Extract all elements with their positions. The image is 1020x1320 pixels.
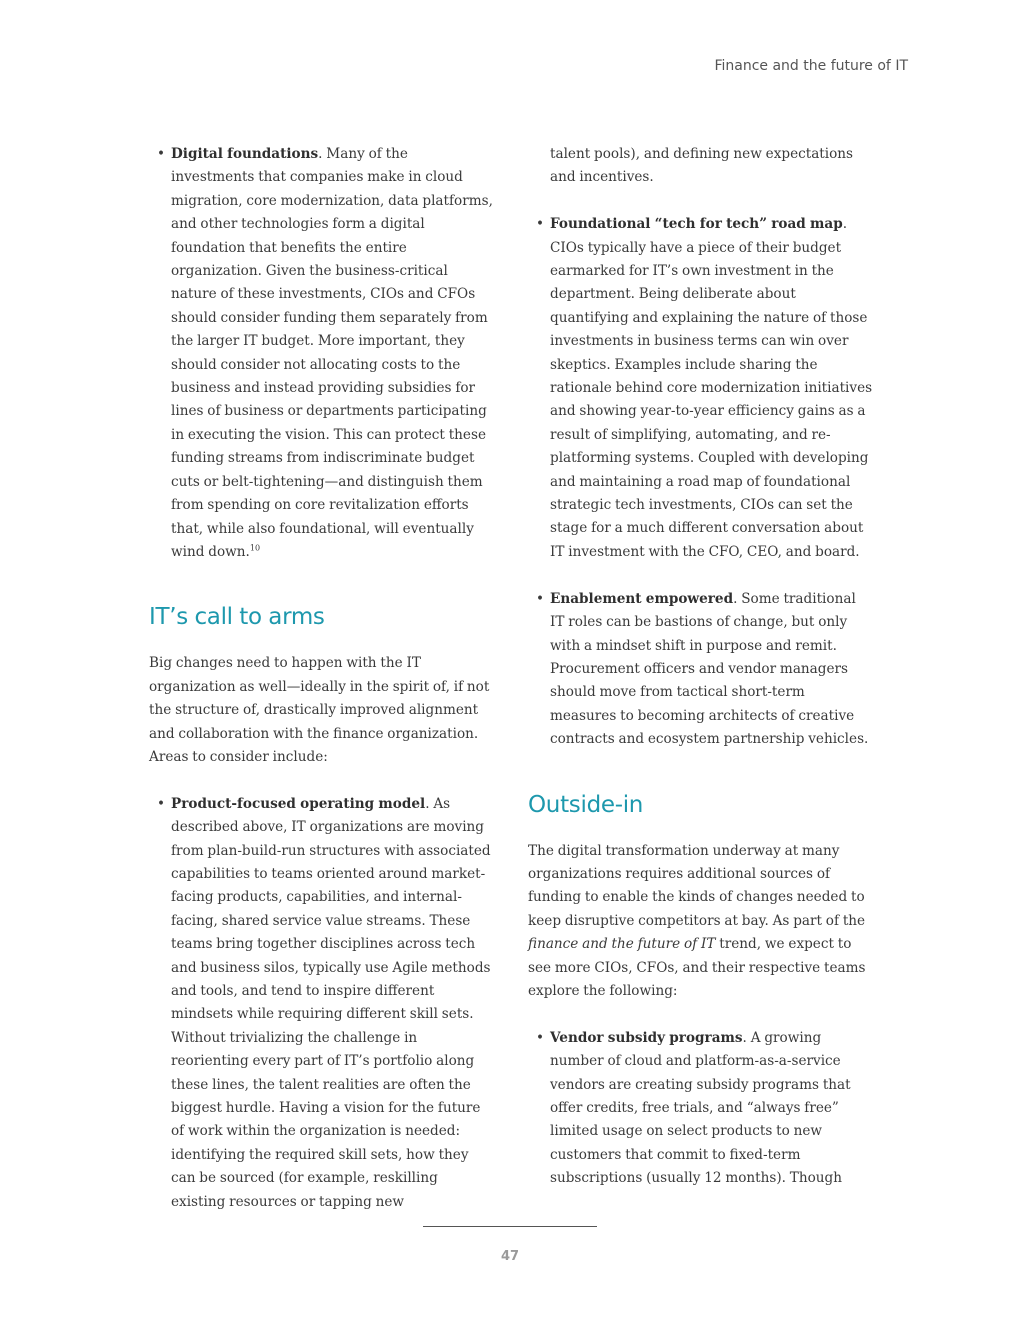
left-column — [149, 143, 494, 1214]
running-header: Finance and the future of IT — [714, 58, 908, 74]
bullet-text: . Many of the investments that companies make in cloud migration, core modernization, data platforms, and other technologies form a digital foundation that benefits the entire organization. Given the business-critical nature of these investments, CIOs and CFOs should consider funding them separately from the larger IT budget. More important, they should consider not allocating costs to the business and instead providing subsidies for lines of business or departments participating in executing the vision. This can protect these funding streams from indiscriminate budget cuts or belt-tightening—and distinguish them from spending on core revitalization efforts that, while also foundational, will eventually wind down. — [171, 146, 493, 560]
section-heading-outside-in: Outside-in — [528, 791, 644, 818]
bullet-term: Vendor subsidy programs — [550, 1029, 743, 1046]
bullet-list-call-to-arms — [149, 793, 494, 1214]
call-to-arms-intro: Big changes need to happen with the IT organization as well—ideally in the spirit of, if not the structure of, drastically improved alignment and collaboration with the finance organization. Areas to consider include: — [149, 655, 490, 765]
trend-name: finance and the future of IT — [528, 936, 716, 953]
bullet-enablement-empowered — [550, 588, 873, 752]
bullet-term: Foundational “tech for tech” road map — [550, 216, 843, 233]
bullet-list-digital — [149, 143, 494, 564]
bullet-vendor-subsidy — [550, 1027, 873, 1191]
bullet-term: Digital foundations — [171, 146, 319, 162]
bullet-list-outside-in — [528, 1027, 873, 1191]
section-heading-call-to-arms: IT’s call to arms — [149, 604, 325, 631]
bullet-text: . A growing number of cloud and platform-as-a-service vendors are creating subsidy programs that offer credits, free trials, and “always free” limited usage on select products to new customers that commit to fixed-term subscriptions (usually 12 months). Though — [550, 1029, 851, 1187]
intro-text: trend, we expect to see more CIOs, CFOs, and their respective teams explore the following: — [528, 936, 866, 999]
outside-in-intro — [528, 840, 873, 1004]
bullet-tech-for-tech-roadmap — [550, 213, 873, 564]
bullet-text: talent pools), and defining new expectations and incentives. — [550, 146, 854, 186]
bullet-text: . Some traditional IT roles can be bastions of change, but only with a mindset shift in purpose and remit. Procurement officers and vendor managers should move from tactical short-term measures to becoming architects of creative contracts and ecosystem partnership vehicles. — [550, 590, 869, 748]
bullet-product-operating-model — [171, 793, 494, 1214]
bullet-product-continued — [550, 143, 873, 190]
bullet-text: . As described above, IT organizations are moving from plan-build-run structures with associated capabilities to teams oriented around market-facing products, capabilities, and internal-facing, shared service value streams. These teams bring together disciplines across tech and business silos, typically use Agile methods and tools, and tend to inspire different mindsets while requiring different skill sets. Without trivializing the challenge in reorienting every part of IT’s portfolio along these lines, the talent realities are often the biggest hurdle. Having a vision for the future of work within the organization is needed: identifying the required skill sets, how they can be sourced (for example, reskilling existing resources or tapping new — [171, 795, 491, 1210]
page-number: 47 — [500, 1249, 520, 1264]
bullet-digital-foundations — [171, 143, 494, 564]
bullet-list-continued — [528, 143, 873, 752]
bullet-term: Enablement empowered — [550, 590, 734, 607]
bullet-text: . CIOs typically have a piece of their budget earmarked for IT’s own investment in the department. Being deliberate about quantifying and explaining the nature of those investments in business terms can win over skeptics. Examples include sharing the rationale behind core modernization initiatives and showing year-to-year efficiency gains as a result of simplifying, automating, and re-platforming systems. Coupled with developing and maintaining a road map of foundational strategic tech investments, CIOs can set the stage for a much different conversation about IT investment with the CFO, CEO, and board. — [550, 216, 873, 560]
footer-divider — [423, 1226, 597, 1227]
right-column — [528, 143, 873, 1191]
bullet-term: Product-focused operating model — [171, 795, 426, 812]
footnote-ref[interactable]: 10 — [249, 543, 261, 553]
intro-text: The digital transformation underway at many organizations requires additional sources of funding to enable the kinds of changes needed to keep disruptive competitors at bay. As part of the — [528, 842, 866, 929]
